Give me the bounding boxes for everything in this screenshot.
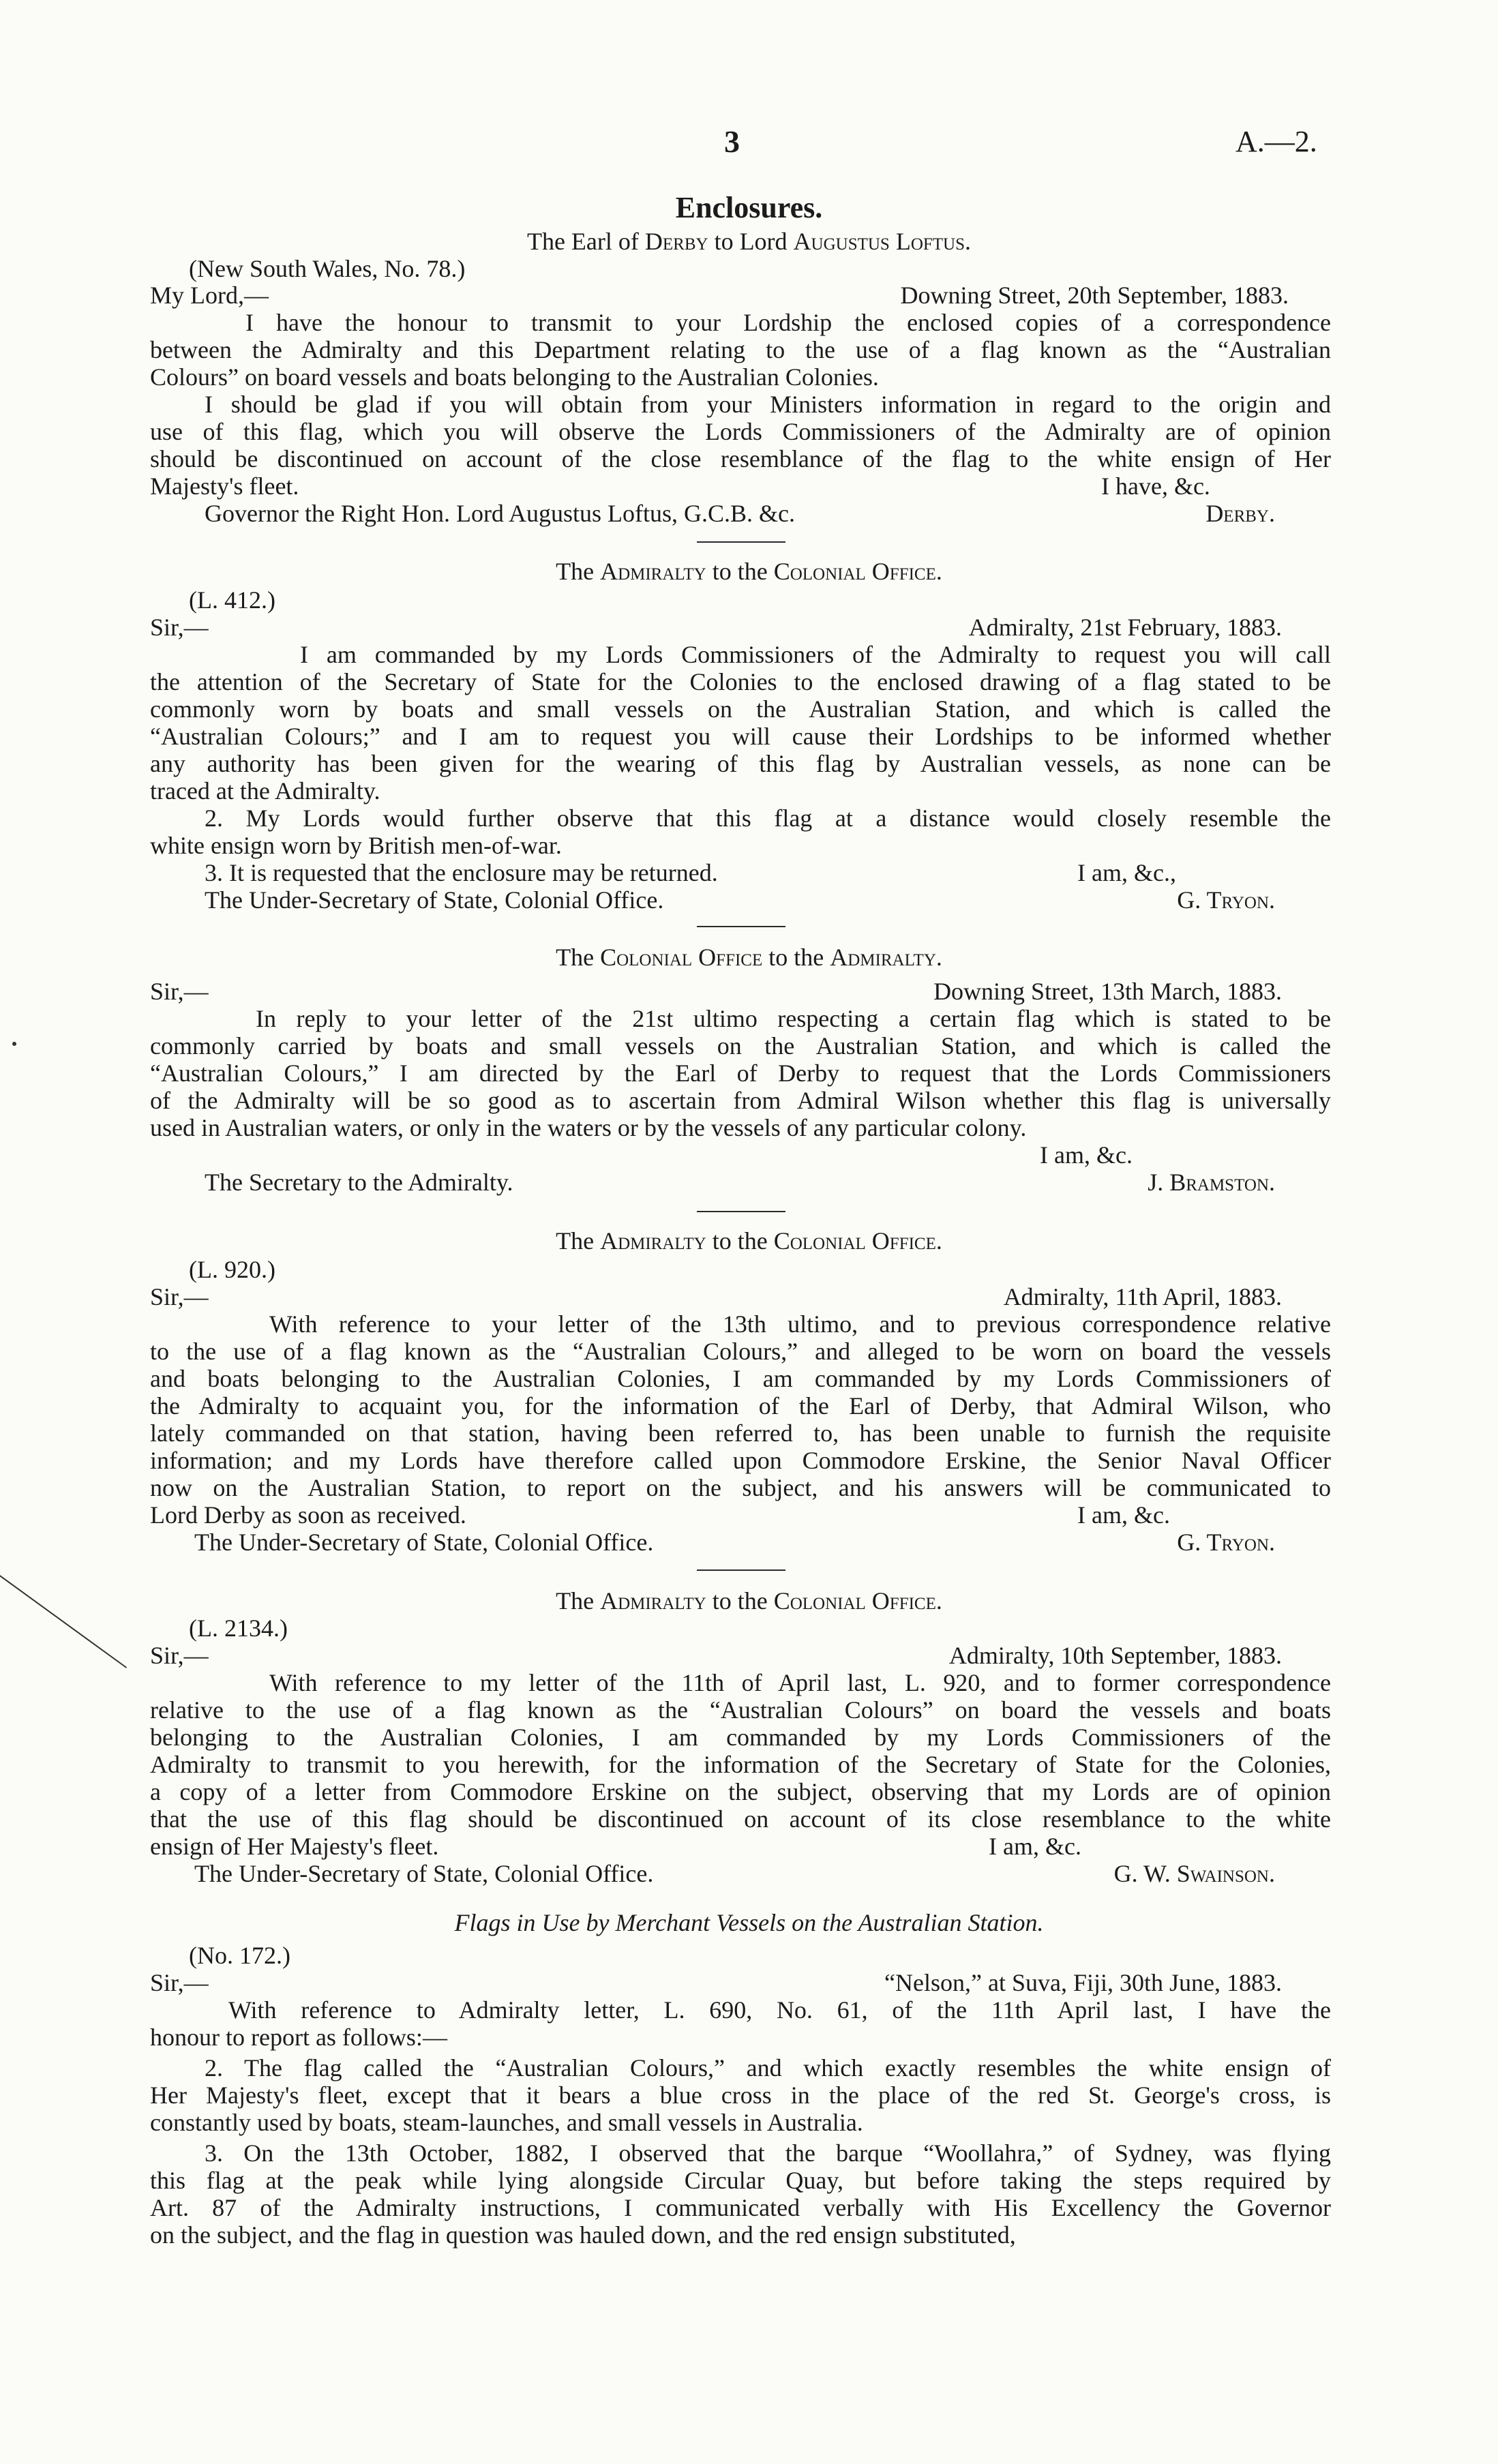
letter-2-closing: I am, &c., xyxy=(1077,859,1176,886)
letter-2-line: any authority has been given for the wearing of this flag by Australian vessels, as none can be xyxy=(150,750,1331,777)
margin-pen-stroke xyxy=(0,1575,127,1668)
letter-2-title: The Admiralty to the Colonial Office. xyxy=(556,558,942,585)
letter-5-signature: G. W. Swainson. xyxy=(1113,1860,1275,1887)
letter-4-line: to the use of a flag known as the “Australian Colours,” and alleged to be worn on board the vessels xyxy=(150,1338,1331,1365)
letter-1-reference: (New South Wales, No. 78.) xyxy=(189,255,466,282)
report-line: honour to report as follows:— xyxy=(150,2024,447,2051)
letter-1-line: Majesty's fleet. xyxy=(150,472,299,500)
report-line: Her Majesty's fleet, except that it bears a blue cross in the place of the red St. George's cross, is xyxy=(150,2082,1331,2109)
letter-3-addressee: The Secretary to the Admiralty. xyxy=(205,1169,513,1196)
separator-rule xyxy=(697,1569,785,1571)
report-place-date: “Nelson,” at Suva, Fiji, 30th June, 1883. xyxy=(884,1969,1282,1996)
letter-2-line: traced at the Admiralty. xyxy=(150,777,380,805)
report-line: 3. On the 13th October, 1882, I observed that the barque “Woollahra,” of Sydney, was flying xyxy=(205,2139,1331,2167)
letter-5-line: belonging to the Australian Colonies, I am commanded by my Lords Commissioners of the xyxy=(150,1724,1331,1751)
letter-4-line: With reference to your letter of the 13th ultimo, and to previous correspondence relative xyxy=(269,1310,1331,1338)
report-line: constantly used by boats, steam-launches, and small vessels in Australia. xyxy=(150,2109,863,2136)
letter-5-addressee: The Under-Secretary of State, Colonial Office. xyxy=(194,1860,654,1887)
letter-5-closing: I am, &c. xyxy=(989,1833,1081,1860)
letter-2-line: white ensign worn by British men-of-war. xyxy=(150,832,562,859)
letter-4-place-date: Admiralty, 11th April, 1883. xyxy=(1003,1283,1282,1310)
page-number: 3 xyxy=(724,124,740,159)
letter-5-line: ensign of Her Majesty's fleet. xyxy=(150,1833,439,1860)
letter-1-title: The Earl of Derby to Lord Augustus Loftus. xyxy=(526,228,972,255)
letter-2-line: I am commanded by my Lords Commissioners of the Admiralty to request you will call xyxy=(300,641,1331,668)
letter-2-place-date: Admiralty, 21st February, 1883. xyxy=(968,614,1282,641)
letter-1-line: I should be glad if you will obtain from your Ministers information in regard to the origin and xyxy=(205,391,1331,418)
enclosures-heading: Enclosures. xyxy=(675,191,823,224)
letter-4-line: and boats belonging to the Australian Colonies, I am commanded by my Lords Commissioners of xyxy=(150,1365,1331,1392)
letter-2-line: the attention of the Secretary of State for the Colonies to the enclosed drawing of a flag stated to be xyxy=(150,668,1331,695)
letter-1-addressee: Governor the Right Hon. Lord Augustus Loftus, G.C.B. &c. xyxy=(205,500,795,527)
letter-5-place-date: Admiralty, 10th September, 1883. xyxy=(948,1642,1282,1669)
report-reference: (No. 172.) xyxy=(189,1942,290,1969)
letter-1-closing: I have, &c. xyxy=(1101,472,1210,500)
letter-3-place-date: Downing Street, 13th March, 1883. xyxy=(933,978,1282,1005)
letter-1-line: should be discontinued on account of the close resemblance of the flag to the white ensign of Her xyxy=(150,445,1331,472)
letter-4-signature: G. Tryon. xyxy=(1177,1529,1275,1556)
letter-5-line: Admiralty to transmit to you herewith, for the information of the Secretary of State for the Colonies, xyxy=(150,1751,1331,1778)
letter-3-line: “Australian Colours,” I am directed by the Earl of Derby to request that the Lords Commissioners xyxy=(150,1060,1331,1087)
separator-rule xyxy=(697,1211,785,1212)
letter-5-title: The Admiralty to the Colonial Office. xyxy=(556,1587,942,1614)
letter-5-line: relative to the use of a flag known as the “Australian Colours” on board the vessels and boats xyxy=(150,1696,1331,1724)
letter-1-line: I have the honour to transmit to your Lordship the enclosed copies of a correspondence xyxy=(245,309,1331,336)
letter-1-line: between the Admiralty and this Department relating to the use of a flag known as the “Australian xyxy=(150,336,1331,363)
letter-5-reference: (L. 2134.) xyxy=(189,1614,288,1642)
letter-3-line: In reply to your letter of the 21st ultimo respecting a certain flag which is stated to be xyxy=(256,1005,1331,1032)
letter-1-line: use of this flag, which you will observe the Lords Commissioners of the Admiralty are of opinion xyxy=(150,418,1331,445)
letter-2-salutation: Sir,— xyxy=(150,614,209,641)
report-line: on the subject, and the flag in question was hauled down, and the red ensign substituted, xyxy=(150,2221,1016,2249)
report-line: 2. The flag called the “Australian Colours,” and which exactly resembles the white ensign of xyxy=(205,2054,1331,2082)
letter-2-line: commonly worn by boats and small vessels on the Australian Station, and which is called the xyxy=(150,695,1331,723)
letter-5-line: a copy of a letter from Commodore Erskine on the subject, observing that my Lords are of opinion xyxy=(150,1778,1331,1805)
report-title: Flags in Use by Merchant Vessels on the Australian Station. xyxy=(454,1909,1044,1936)
letter-4-reference: (L. 920.) xyxy=(189,1256,275,1283)
letter-4-title: The Admiralty to the Colonial Office. xyxy=(556,1227,942,1254)
letter-4-salutation: Sir,— xyxy=(150,1283,209,1310)
letter-3-line: of the Admiralty will be so good as to ascertain from Admiral Wilson whether this flag is universally xyxy=(150,1087,1331,1114)
ink-speck xyxy=(12,1042,16,1046)
letter-3-closing: I am, &c. xyxy=(1040,1141,1133,1169)
letter-3-signature: J. Bramston. xyxy=(1148,1169,1275,1196)
letter-4-closing: I am, &c. xyxy=(1077,1501,1170,1529)
letter-2-line: “Australian Colours;” and I am to request you will cause their Lordships to be informed whether xyxy=(150,723,1331,750)
letter-2-signature: G. Tryon. xyxy=(1177,886,1275,914)
letter-1-salutation: My Lord,— xyxy=(150,282,269,309)
document-reference: A.—2. xyxy=(1235,125,1317,158)
letter-4-line: the Admiralty to acquaint you, for the information of the Earl of Derby, that Admiral Wilson, who xyxy=(150,1392,1331,1419)
letter-4-line: lately commanded on that station, having been referred to, has been unable to furnish the requisite xyxy=(150,1419,1331,1447)
letter-1-place-date: Downing Street, 20th September, 1883. xyxy=(900,282,1289,309)
report-line: With reference to Admiralty letter, L. 690, No. 61, of the 11th April last, I have the xyxy=(228,1996,1331,2024)
letter-2-addressee: The Under-Secretary of State, Colonial Office. xyxy=(205,886,664,914)
report-salutation: Sir,— xyxy=(150,1969,209,1996)
letter-3-line: used in Australian waters, or only in the waters or by the vessels of any particular colony. xyxy=(150,1114,1027,1141)
report-line: this flag at the peak while lying alongside Circular Quay, but before taking the steps required by xyxy=(150,2167,1331,2194)
letter-3-salutation: Sir,— xyxy=(150,978,209,1005)
letter-5-salutation: Sir,— xyxy=(150,1642,209,1669)
letter-4-line: information; and my Lords have therefore called upon Commodore Erskine, the Senior Naval Officer xyxy=(150,1447,1331,1474)
letter-1-signature: Derby. xyxy=(1205,500,1275,527)
letter-2-line: 2. My Lords would further observe that this flag at a distance would closely resemble the xyxy=(205,805,1331,832)
separator-rule xyxy=(697,926,785,927)
letter-3-line: commonly carried by boats and small vessels on the Australian Station, and which is called the xyxy=(150,1032,1331,1060)
separator-rule xyxy=(697,541,785,543)
letter-5-line: that the use of this flag should be discontinued on account of its close resemblance to the white xyxy=(150,1805,1331,1833)
letter-2-line: 3. It is requested that the enclosure may be returned. xyxy=(205,859,718,886)
report-line: Art. 87 of the Admiralty instructions, I communicated verbally with His Excellency the Governor xyxy=(150,2194,1331,2221)
letter-4-addressee: The Under-Secretary of State, Colonial Office. xyxy=(194,1529,654,1556)
letter-1-line: Colours” on board vessels and boats belonging to the Australian Colonies. xyxy=(150,363,879,391)
letter-5-line: With reference to my letter of the 11th of April last, L. 920, and to former correspondence xyxy=(269,1669,1331,1696)
letter-2-reference: (L. 412.) xyxy=(189,586,275,614)
letter-3-title: The Colonial Office to the Admiralty. xyxy=(556,944,942,971)
letter-4-line: Lord Derby as soon as received. xyxy=(150,1501,466,1529)
letter-4-line: now on the Australian Station, to report on the subject, and his answers will be communicated to xyxy=(150,1474,1331,1501)
